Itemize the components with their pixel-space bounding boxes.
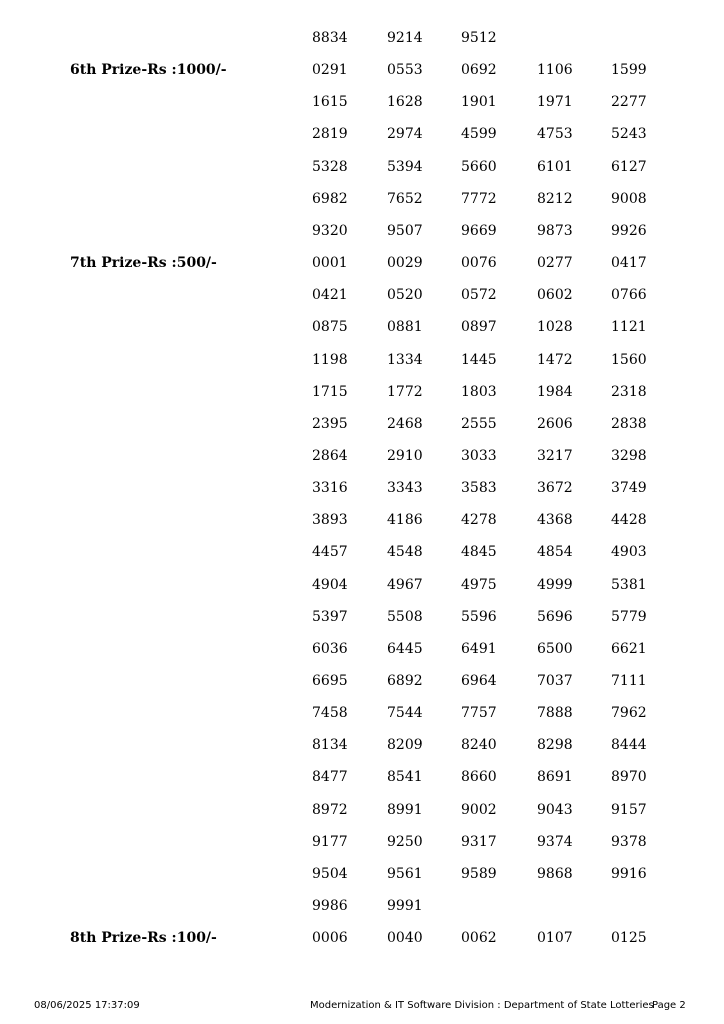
ticket-number: 8660: [461, 769, 497, 786]
ticket-number: 8477: [312, 769, 348, 786]
ticket-number: 6695: [312, 673, 348, 689]
result-row: [0, 705, 724, 729]
ticket-number: 8134: [312, 737, 348, 754]
ticket-number: 9669: [461, 222, 497, 239]
ticket-number: 9317: [461, 833, 497, 850]
ticket-number: 2395: [312, 415, 348, 432]
ticket-number: 1445: [461, 351, 497, 368]
ticket-number: 3583: [461, 480, 497, 497]
ticket-number: 7962: [611, 705, 647, 722]
ticket-number: 0897: [461, 319, 497, 336]
ticket-number: 5696: [537, 608, 573, 625]
ticket-number: 3217: [537, 447, 573, 464]
result-row: [0, 769, 724, 793]
ticket-number: 0277: [537, 255, 573, 271]
ticket-number: 9320: [312, 222, 348, 239]
ticket-number: 2277: [611, 94, 647, 111]
result-row: [0, 30, 724, 54]
ticket-number: 0553: [387, 62, 423, 79]
ticket-number: 7458: [312, 705, 348, 722]
ticket-number: 3343: [387, 480, 423, 497]
result-row: [0, 834, 724, 858]
result-row: [0, 223, 724, 247]
ticket-number: 4428: [611, 512, 647, 529]
result-row: [0, 352, 724, 376]
ticket-number: 3749: [611, 480, 647, 497]
ticket-number: 3298: [611, 447, 647, 464]
ticket-number: 9250: [387, 833, 423, 850]
ticket-number: 0001: [312, 255, 348, 271]
ticket-number: 0602: [537, 287, 573, 304]
ticket-number: 7037: [537, 673, 573, 689]
ticket-number: 8209: [387, 737, 423, 754]
ticket-number: 4975: [461, 576, 497, 593]
ticket-number: 8541: [387, 769, 423, 786]
result-row: [0, 898, 724, 922]
ticket-number: 6982: [312, 190, 348, 207]
ticket-number: 2555: [461, 415, 497, 432]
ticket-number: 7111: [611, 673, 647, 689]
result-row: [0, 62, 724, 86]
ticket-number: 4186: [387, 512, 423, 529]
ticket-number: 5660: [461, 158, 497, 175]
footer-department: Modernization & IT Software Division : Department of State Lotteries: [310, 1000, 654, 1011]
ticket-number: 0766: [611, 287, 647, 304]
ticket-number: 1628: [387, 94, 423, 111]
ticket-number: 1121: [611, 319, 647, 336]
ticket-number: 7652: [387, 190, 423, 207]
ticket-number: 1803: [461, 383, 497, 400]
ticket-number: 1106: [537, 62, 573, 79]
ticket-number: 1984: [537, 383, 573, 400]
ticket-number: 8240: [461, 737, 497, 754]
ticket-number: 0421: [312, 287, 348, 304]
ticket-number: 9507: [387, 222, 423, 239]
ticket-number: 0520: [387, 287, 423, 304]
ticket-number: 4904: [312, 576, 348, 593]
ticket-number: 8298: [537, 737, 573, 754]
ticket-number: 9589: [461, 865, 497, 882]
ticket-number: 4845: [461, 544, 497, 561]
ticket-number: 9561: [387, 865, 423, 882]
ticket-number: 5397: [312, 608, 348, 625]
ticket-number: 1560: [611, 351, 647, 368]
ticket-number: 3316: [312, 480, 348, 497]
ticket-number: 9986: [312, 898, 348, 914]
ticket-number: 1615: [312, 94, 348, 111]
ticket-number: 9926: [611, 222, 647, 239]
ticket-number: 6892: [387, 673, 423, 689]
result-row: [0, 577, 724, 601]
ticket-number: 6036: [312, 640, 348, 657]
ticket-number: 9378: [611, 833, 647, 850]
ticket-number: 7544: [387, 705, 423, 722]
ticket-number: 8691: [537, 769, 573, 786]
ticket-number: 5328: [312, 158, 348, 175]
result-row: [0, 448, 724, 472]
result-row: [0, 287, 724, 311]
ticket-number: 0029: [387, 255, 423, 271]
ticket-number: 6445: [387, 640, 423, 657]
ticket-number: 4753: [537, 126, 573, 143]
ticket-number: 4967: [387, 576, 423, 593]
ticket-number: 7772: [461, 190, 497, 207]
ticket-number: 2819: [312, 126, 348, 143]
ticket-number: 1971: [537, 94, 573, 111]
ticket-number: 5508: [387, 608, 423, 625]
ticket-number: 9008: [611, 190, 647, 207]
result-row: [0, 255, 724, 279]
ticket-number: 2838: [611, 415, 647, 432]
result-row: [0, 930, 724, 954]
ticket-number: 2910: [387, 447, 423, 464]
ticket-number: 8972: [312, 801, 348, 818]
result-row: [0, 384, 724, 408]
ticket-number: 0006: [312, 930, 348, 947]
ticket-number: 4368: [537, 512, 573, 529]
ticket-number: 2606: [537, 415, 573, 432]
ticket-number: 5596: [461, 608, 497, 625]
ticket-number: 2468: [387, 415, 423, 432]
ticket-number: 0125: [611, 930, 647, 947]
ticket-number: 2864: [312, 447, 348, 464]
ticket-number: 5381: [611, 576, 647, 593]
ticket-number: 9374: [537, 833, 573, 850]
ticket-number: 9002: [461, 801, 497, 818]
result-row: [0, 737, 724, 761]
ticket-number: 0291: [312, 62, 348, 79]
ticket-number: 1901: [461, 94, 497, 111]
ticket-number: 0692: [461, 62, 497, 79]
ticket-number: 9214: [387, 30, 423, 46]
ticket-number: 8970: [611, 769, 647, 786]
ticket-number: 1334: [387, 351, 423, 368]
prize-label: 6th Prize-Rs :1000/-: [70, 62, 227, 79]
ticket-number: 4903: [611, 544, 647, 561]
ticket-number: 3672: [537, 480, 573, 497]
ticket-number: 1198: [312, 351, 348, 368]
ticket-number: 4457: [312, 544, 348, 561]
ticket-number: 3033: [461, 447, 497, 464]
ticket-number: 4599: [461, 126, 497, 143]
ticket-number: 8834: [312, 30, 348, 46]
result-row: [0, 512, 724, 536]
ticket-number: 6127: [611, 158, 647, 175]
ticket-number: 5779: [611, 608, 647, 625]
ticket-number: 4548: [387, 544, 423, 561]
ticket-number: 3893: [312, 512, 348, 529]
ticket-number: 6101: [537, 158, 573, 175]
ticket-number: 6491: [461, 640, 497, 657]
ticket-number: 0875: [312, 319, 348, 336]
prize-label: 8th Prize-Rs :100/-: [70, 930, 217, 947]
ticket-number: 4999: [537, 576, 573, 593]
ticket-number: 9512: [461, 30, 497, 46]
ticket-number: 9916: [611, 865, 647, 882]
ticket-number: 1472: [537, 351, 573, 368]
ticket-number: 6621: [611, 640, 647, 657]
ticket-number: 2318: [611, 383, 647, 400]
ticket-number: 5243: [611, 126, 647, 143]
ticket-number: 0062: [461, 930, 497, 947]
result-row: [0, 544, 724, 568]
ticket-number: 0107: [537, 930, 573, 947]
ticket-number: 6500: [537, 640, 573, 657]
ticket-number: 2974: [387, 126, 423, 143]
ticket-number: 0040: [387, 930, 423, 947]
ticket-number: 0572: [461, 287, 497, 304]
ticket-number: 1599: [611, 62, 647, 79]
result-row: [0, 94, 724, 118]
ticket-number: 1715: [312, 383, 348, 400]
ticket-number: 0076: [461, 255, 497, 271]
ticket-number: 8212: [537, 190, 573, 207]
ticket-number: 1772: [387, 383, 423, 400]
result-row: [0, 191, 724, 215]
ticket-number: 9868: [537, 865, 573, 882]
result-row: [0, 319, 724, 343]
result-row: [0, 802, 724, 826]
ticket-number: 4278: [461, 512, 497, 529]
ticket-number: 0417: [611, 255, 647, 271]
result-row: [0, 159, 724, 183]
ticket-number: 7888: [537, 705, 573, 722]
ticket-number: 9043: [537, 801, 573, 818]
ticket-number: 1028: [537, 319, 573, 336]
ticket-number: 6964: [461, 673, 497, 689]
prize-label: 7th Prize-Rs :500/-: [70, 255, 217, 271]
footer-timestamp: 08/06/2025 17:37:09: [34, 1000, 140, 1011]
ticket-number: 5394: [387, 158, 423, 175]
ticket-number: 9873: [537, 222, 573, 239]
footer-page-number: Page 2: [652, 1000, 686, 1011]
result-row: [0, 480, 724, 504]
result-row: [0, 641, 724, 665]
ticket-number: 4854: [537, 544, 573, 561]
result-row: [0, 416, 724, 440]
ticket-number: 9177: [312, 833, 348, 850]
ticket-number: 9504: [312, 865, 348, 882]
result-row: [0, 126, 724, 150]
ticket-number: 9991: [387, 898, 423, 914]
ticket-number: 7757: [461, 705, 497, 722]
ticket-number: 9157: [611, 801, 647, 818]
result-row: [0, 609, 724, 633]
result-row: [0, 673, 724, 697]
result-row: [0, 866, 724, 890]
ticket-number: 8444: [611, 737, 647, 754]
ticket-number: 8991: [387, 801, 423, 818]
ticket-number: 0881: [387, 319, 423, 336]
